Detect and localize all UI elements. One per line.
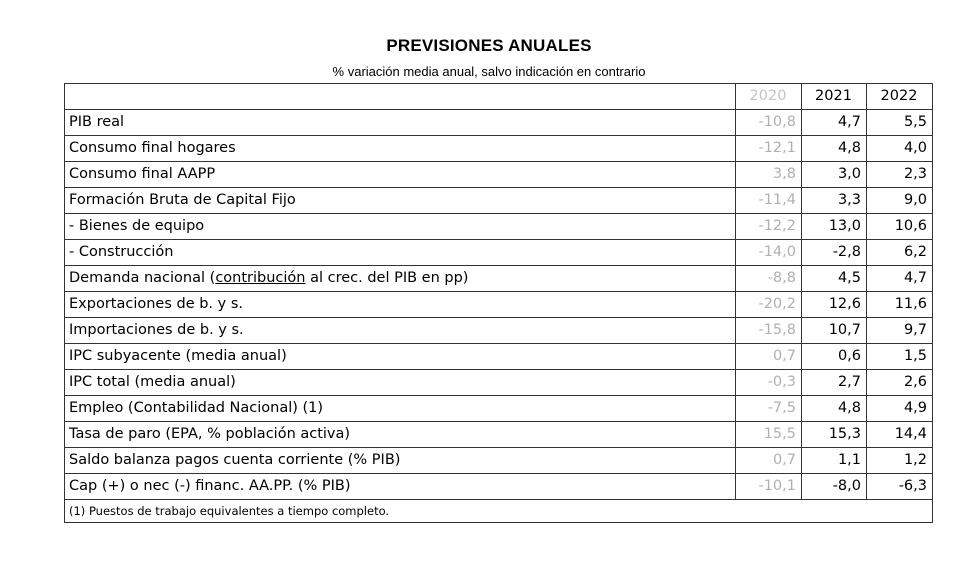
value-2022: 2,3: [867, 162, 933, 188]
row-label: Saldo balanza pagos cuenta corriente (% PIB): [65, 448, 736, 474]
value-2021: 13,0: [802, 214, 867, 240]
value-2022: 6,2: [867, 240, 933, 266]
value-2021: -8,0: [802, 474, 867, 500]
value-2020: 15,5: [736, 422, 802, 448]
table-row: [65, 110, 933, 136]
value-2022: 10,6: [867, 214, 933, 240]
value-2022: 2,6: [867, 370, 933, 396]
header-cell-2022: 2022: [867, 84, 933, 110]
row-label-part: Demanda nacional (: [69, 270, 216, 286]
value-2021: 1,1: [802, 448, 867, 474]
value-2020: -10,8: [736, 110, 802, 136]
value-2020: 0,7: [736, 344, 802, 370]
value-2022: 5,5: [867, 110, 933, 136]
row-label: Tasa de paro (EPA, % población activa): [65, 422, 736, 448]
value-2021: 3,3: [802, 188, 867, 214]
value-2021: 15,3: [802, 422, 867, 448]
row-label: - Bienes de equipo: [65, 214, 736, 240]
table-row: [65, 188, 933, 214]
value-2022: 1,2: [867, 448, 933, 474]
row-label-part: al crec. del PIB en pp): [305, 270, 469, 286]
row-label: Consumo final AAPP: [65, 162, 736, 188]
table-row: [65, 448, 933, 474]
footnote-row: [65, 500, 933, 523]
value-2021: 4,7: [802, 110, 867, 136]
table-row: [65, 266, 933, 292]
table-row: [65, 344, 933, 370]
value-2020: -8,8: [736, 266, 802, 292]
table-row: [65, 292, 933, 318]
value-2021: 12,6: [802, 292, 867, 318]
value-2022: 9,7: [867, 318, 933, 344]
value-2022: 14,4: [867, 422, 933, 448]
table-row: [65, 240, 933, 266]
table-row: [65, 162, 933, 188]
row-label-underlined: contribución: [215, 270, 306, 286]
table-row: [65, 136, 933, 162]
row-label: Cap (+) o nec (-) financ. AA.PP. (% PIB): [65, 474, 736, 500]
value-2020: -15,8: [736, 318, 802, 344]
header-cell-2020: 2020: [736, 84, 802, 110]
value-2020: -20,2: [736, 292, 802, 318]
value-2021: 10,7: [802, 318, 867, 344]
value-2021: 3,0: [802, 162, 867, 188]
row-label: Importaciones de b. y s.: [65, 318, 736, 344]
row-label: Consumo final hogares: [65, 136, 736, 162]
row-label: [65, 266, 736, 292]
value-2022: -6,3: [867, 474, 933, 500]
page-title: PREVISIONES ANUALES: [386, 36, 592, 55]
value-2020: 0,7: [736, 448, 802, 474]
value-2022: 4,7: [867, 266, 933, 292]
value-2022: 1,5: [867, 344, 933, 370]
table-row: [65, 474, 933, 500]
value-2021: 4,5: [802, 266, 867, 292]
row-label: PIB real: [65, 110, 736, 136]
header-cell-2021: 2021: [802, 84, 867, 110]
value-2022: 4,0: [867, 136, 933, 162]
table-row: [65, 318, 933, 344]
value-2020: -7,5: [736, 396, 802, 422]
value-2020: -10,1: [736, 474, 802, 500]
row-label: IPC subyacente (media anual): [65, 344, 736, 370]
footnote: (1) Puestos de trabajo equivalentes a tiempo completo.: [65, 500, 933, 523]
page-subtitle: % variación media anual, salvo indicación en contrario: [332, 64, 646, 79]
value-2021: 2,7: [802, 370, 867, 396]
value-2021: -2,8: [802, 240, 867, 266]
table-row: [65, 396, 933, 422]
value-2020: -12,2: [736, 214, 802, 240]
value-2020: -11,4: [736, 188, 802, 214]
value-2022: 4,9: [867, 396, 933, 422]
table-header-row: [65, 84, 933, 110]
value-2020: -12,1: [736, 136, 802, 162]
table-row: [65, 214, 933, 240]
row-label: IPC total (media anual): [65, 370, 736, 396]
header-cell-label: [65, 84, 736, 110]
value-2021: 4,8: [802, 396, 867, 422]
row-label: Formación Bruta de Capital Fijo: [65, 188, 736, 214]
table-row: [65, 422, 933, 448]
value-2021: 0,6: [802, 344, 867, 370]
value-2022: 11,6: [867, 292, 933, 318]
row-label: - Construcción: [65, 240, 736, 266]
row-label: Empleo (Contabilidad Nacional) (1): [65, 396, 736, 422]
value-2020: -14,0: [736, 240, 802, 266]
value-2022: 9,0: [867, 188, 933, 214]
forecast-table: [64, 83, 933, 523]
table-row: [65, 370, 933, 396]
value-2020: -0,3: [736, 370, 802, 396]
value-2020: 3,8: [736, 162, 802, 188]
row-label: Exportaciones de b. y s.: [65, 292, 736, 318]
value-2021: 4,8: [802, 136, 867, 162]
